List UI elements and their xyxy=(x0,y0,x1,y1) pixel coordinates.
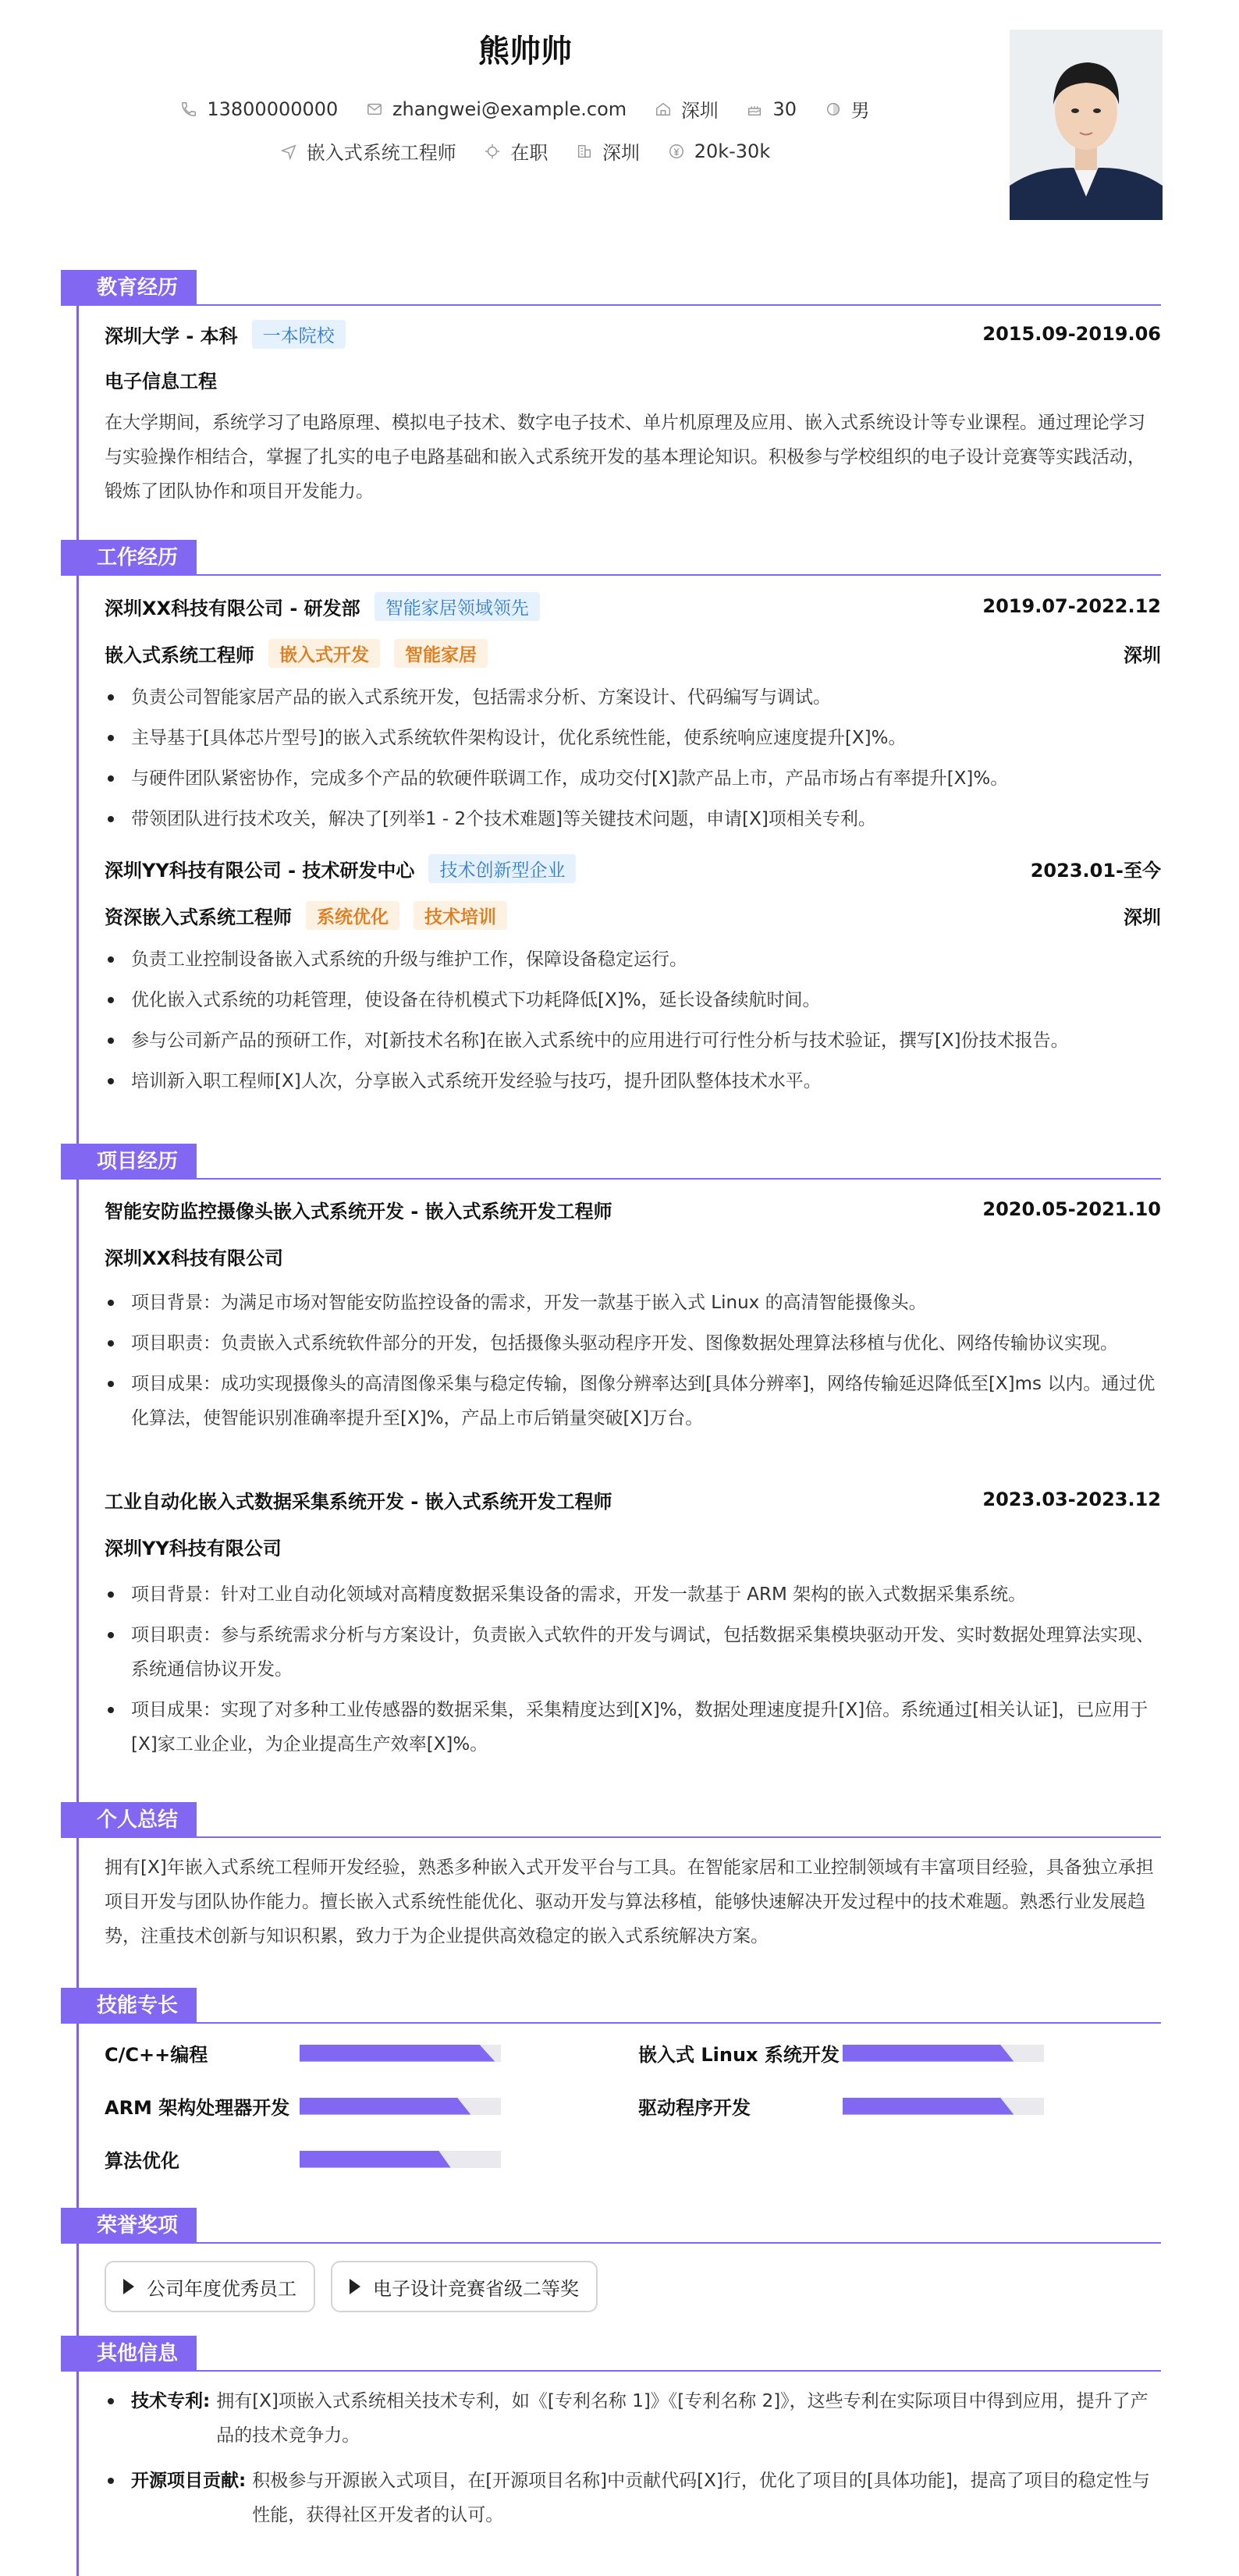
work-2-location: 深圳 xyxy=(1124,906,1161,928)
phone-text: 13800000000 xyxy=(207,98,339,120)
other-value: 积极参与开源嵌入式项目，在[开源项目名称]中贡献代码[X]行，优化了项目的[具体功能]，提高了项目的稳定性与性能，获得社区开发者的认可。 xyxy=(252,2471,1150,2525)
skill-item xyxy=(638,2092,1044,2120)
age-icon xyxy=(746,101,763,118)
project-1-bullets xyxy=(105,1286,1161,1442)
skill-bar-fill xyxy=(843,2098,1014,2115)
salary-item xyxy=(668,140,771,162)
list-item: 与硬件团队紧密协作，完成多个产品的软硬件联调工作，成功交付[X]款产品上市，产品市场占有率提升[X]%。 xyxy=(105,761,1161,796)
city-item xyxy=(576,137,640,165)
section-awards-line xyxy=(197,2242,1161,2244)
work-1-bullets xyxy=(105,680,1161,843)
project-2-date: 2023.03-2023.12 xyxy=(982,1488,1161,1510)
work-1-company: 深圳XX科技有限公司 - 研发部 xyxy=(105,597,360,619)
work-2-header-row xyxy=(105,853,1161,884)
section-projects-header: 项目经历 xyxy=(61,1144,197,1180)
work-2-role-tag-2: 技术培训 xyxy=(414,901,507,930)
job-icon xyxy=(280,143,297,160)
award-label: 电子设计竞赛省级二等奖 xyxy=(373,2277,579,2300)
skill-bar xyxy=(843,2045,1044,2062)
project-2-bullets xyxy=(105,1577,1161,1768)
work-1-role: 嵌入式系统工程师 xyxy=(105,644,254,666)
list-item: 培训新入职工程师[X]人次，分享嵌入式系统开发经验与技巧，提升团队整体技术水平。 xyxy=(105,1064,1161,1098)
city-icon xyxy=(576,143,593,160)
summary-text: 拥有[X]年嵌入式系统工程师开发经验，熟悉多种嵌入式开发平台与工具。在智能家居和工业控制领域有丰富项目经验，具备独立承担项目开发与团队协作能力。擅长嵌入式系统性能优化、驱动开发与算法移植，能够快速解决开发过程中的技术难题。熟悉行业发展趋势，注重技术创新与知识积累，致力于为企业提供高效稳定的嵌入式系统解决方案。 xyxy=(105,1857,1154,1946)
other-key: 开源项目贡献: xyxy=(131,2471,247,2491)
education-date: 2015.09-2019.06 xyxy=(982,323,1161,345)
skill-bar-fill xyxy=(843,2045,1014,2062)
section-work-line xyxy=(197,574,1161,576)
section-other-line xyxy=(197,2370,1161,2372)
email-text: zhangwei@example.com xyxy=(392,98,627,120)
education-major: 电子信息工程 xyxy=(105,370,217,392)
project-1-title: 智能安防监控摄像头嵌入式系统开发 - 嵌入式系统开发工程师 xyxy=(105,1200,612,1222)
work-2-tag: 技术创新型企业 xyxy=(428,854,576,883)
work-1-date: 2019.07-2022.12 xyxy=(982,595,1161,617)
section-summary-header: 个人总结 xyxy=(61,1802,197,1838)
salary-icon xyxy=(668,143,685,160)
play-icon xyxy=(123,2279,134,2294)
work-1-location: 深圳 xyxy=(1124,644,1161,666)
section-summary-line xyxy=(197,1836,1161,1838)
project-1-date: 2020.05-2021.10 xyxy=(982,1198,1161,1220)
award-chip xyxy=(331,2261,598,2312)
section-skills-line xyxy=(197,2022,1161,2024)
candidate-name: 熊帅帅 xyxy=(478,34,572,69)
job-text: 嵌入式系统工程师 xyxy=(306,142,456,164)
section-education-line xyxy=(197,304,1161,306)
list-item: 项目背景：针对工业自动化领域对高精度数据采集设备的需求，开发一款基于 ARM 架构的嵌入式数据采集系统。 xyxy=(105,1577,1161,1612)
work-2-bullets xyxy=(105,942,1161,1105)
profile-photo xyxy=(1010,30,1163,220)
project-2-company: 深圳YY科技有限公司 xyxy=(105,1537,282,1559)
age-item xyxy=(746,98,797,120)
hometown-item xyxy=(655,95,719,122)
project-2-company-row xyxy=(105,1531,1161,1562)
skill-bar-fill xyxy=(300,2045,495,2062)
home-icon xyxy=(655,101,672,118)
education-tag: 一本院校 xyxy=(252,320,346,349)
work-2-role-tag-1: 系统优化 xyxy=(306,901,399,930)
skill-item xyxy=(105,2039,501,2067)
skill-item xyxy=(638,2039,1044,2067)
award-label: 公司年度优秀员工 xyxy=(147,2277,296,2300)
skill-label: C/C++编程 xyxy=(105,2044,208,2066)
contact-row xyxy=(0,95,1050,122)
section-awards-header: 荣誉奖项 xyxy=(61,2208,197,2244)
skill-bar xyxy=(300,2098,501,2115)
project-1-header-row xyxy=(105,1194,1161,1225)
project-2-header-row xyxy=(105,1484,1161,1515)
education-school: 深圳大学 - 本科 xyxy=(105,325,238,347)
skill-label: 嵌入式 Linux 系统开发 xyxy=(638,2044,840,2066)
list-item: 负责公司智能家居产品的嵌入式系统开发，包括需求分析、方案设计、代码编写与调试。 xyxy=(105,680,1161,715)
list-item xyxy=(105,2464,1161,2532)
phone-icon xyxy=(180,101,197,118)
hometown-text: 深圳 xyxy=(680,100,719,122)
list-item: 项目背景：为满足市场对智能安防监控设备的需求，开发一款基于嵌入式 Linux 的高清智能摄像头。 xyxy=(105,1286,1161,1320)
list-item: 带领团队进行技术攻关，解决了[列举1 - 2个技术难题]等关键技术问题，申请[X]项相关专利。 xyxy=(105,802,1161,836)
work-2-company: 深圳YY科技有限公司 - 技术研发中心 xyxy=(105,859,415,882)
work-1-tag: 智能家居领域领先 xyxy=(375,592,540,621)
section-projects-line xyxy=(197,1178,1161,1180)
job-row xyxy=(0,137,1050,165)
phone-item xyxy=(180,98,338,120)
play-icon xyxy=(350,2279,360,2294)
list-item: 项目成果：成功实现摄像头的高清图像采集与稳定传输，图像分辨率达到[具体分辨率]，网络传输延迟降低至[X]ms 以内。通过优化算法，使智能识别准确率提升至[X]%，产品上市后销量突破[X]万台。 xyxy=(105,1367,1161,1435)
salary-text: 20k-30k xyxy=(694,140,771,162)
project-1-company-row xyxy=(105,1240,1161,1272)
other-value: 拥有[X]项嵌入式系统相关技术专利，如《[专利名称 1]》《[专利名称 2]》，这些专利在实际项目中得到应用，提升了产品的技术竞争力。 xyxy=(216,2391,1148,2446)
section-other-header: 其他信息 xyxy=(61,2336,197,2372)
work-1-role-tag-2: 智能家居 xyxy=(394,639,488,668)
email-item xyxy=(366,98,627,120)
skill-bar xyxy=(300,2045,501,2062)
status-icon xyxy=(484,143,501,160)
other-info-list xyxy=(105,2384,1161,2543)
job-item xyxy=(280,137,456,165)
gender-item xyxy=(825,95,870,122)
gender-icon xyxy=(825,101,842,118)
skill-item xyxy=(105,2092,501,2120)
list-item: 负责工业控制设备嵌入式系统的升级与维护工作，保障设备稳定运行。 xyxy=(105,942,1161,977)
list-item xyxy=(105,2384,1161,2453)
skill-label: 驱动程序开发 xyxy=(638,2097,751,2119)
skill-bar-fill xyxy=(300,2151,451,2168)
gender-text: 男 xyxy=(850,100,870,122)
education-major-row xyxy=(105,364,1161,395)
work-1-header-row xyxy=(105,591,1161,622)
status-item xyxy=(484,137,548,165)
skill-item xyxy=(105,2145,501,2173)
education-header-row xyxy=(105,318,1161,349)
section-skills-header: 技能专长 xyxy=(61,1988,197,2024)
city-text: 深圳 xyxy=(602,142,641,164)
age-text: 30 xyxy=(772,98,797,120)
list-item: 项目成果：实现了对多种工业传感器的数据采集，采集精度达到[X]%，数据处理速度提升[X]倍。系统通过[相关认证]，已应用于[X]家工业企业，为企业提高生产效率[X]%。 xyxy=(105,1693,1161,1762)
list-item: 项目职责：参与系统需求分析与方案设计，负责嵌入式软件的开发与调试，包括数据采集模块驱动开发、实时数据处理算法实现、系统通信协议开发。 xyxy=(105,1618,1161,1687)
skill-bar xyxy=(300,2151,501,2168)
other-key: 技术专利: xyxy=(131,2391,211,2411)
project-1-company: 深圳XX科技有限公司 xyxy=(105,1247,284,1269)
work-2-role-row xyxy=(105,899,1161,931)
list-item: 参与公司新产品的预研工作，对[新技术名称]在嵌入式系统中的应用进行可行性分析与技术验证，撰写[X]份技术报告。 xyxy=(105,1024,1161,1058)
skill-label: 算法优化 xyxy=(105,2150,179,2172)
mail-icon xyxy=(366,101,383,118)
work-2-role: 资深嵌入式系统工程师 xyxy=(105,906,292,928)
status-text: 在职 xyxy=(510,142,548,164)
project-2-title: 工业自动化嵌入式数据采集系统开发 - 嵌入式系统开发工程师 xyxy=(105,1490,612,1513)
skill-bar xyxy=(843,2098,1044,2115)
award-chip xyxy=(105,2261,315,2312)
work-2-date: 2023.01-至今 xyxy=(1030,859,1161,882)
list-item: 主导基于[具体芯片型号]的嵌入式系统软件架构设计，优化系统性能，使系统响应速度提升[X]%。 xyxy=(105,721,1161,755)
list-item: 项目职责：负责嵌入式系统软件部分的开发，包括摄像头驱动程序开发、图像数据处理算法移植与优化、网络传输协议实现。 xyxy=(105,1326,1161,1361)
skill-label: ARM 架构处理器开发 xyxy=(105,2097,290,2119)
section-education-header: 教育经历 xyxy=(61,270,197,306)
education-description: 在大学期间，系统学习了电路原理、模拟电子技术、数字电子技术、单片机原理及应用、嵌入式系统设计等专业课程。通过理论学习与实验操作相结合，掌握了扎实的电子电路基础和嵌入式系统开发的基本理论知识。积极参与学校组织的电子设计竞赛等实践活动，锻炼了团队协作和项目开发能力。 xyxy=(105,413,1145,502)
work-1-role-row xyxy=(105,637,1161,669)
list-item: 优化嵌入式系统的功耗管理，使设备在待机模式下功耗降低[X]%，延长设备续航时间。 xyxy=(105,983,1161,1017)
section-work-header: 工作经历 xyxy=(61,540,197,576)
work-1-role-tag-1: 嵌入式开发 xyxy=(268,639,380,668)
skill-bar-fill xyxy=(300,2098,470,2115)
